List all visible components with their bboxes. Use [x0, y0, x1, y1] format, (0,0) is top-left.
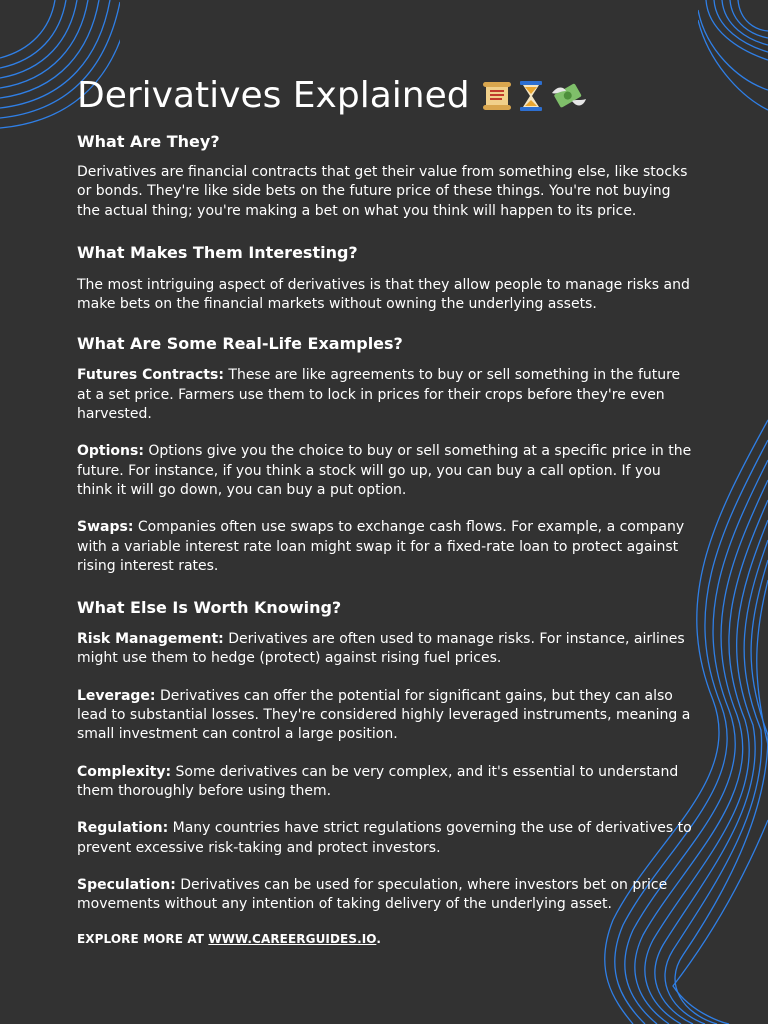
footer-website-link[interactable]: WWW.CAREERGUIDES.IO — [208, 932, 377, 947]
paragraph-what-makes-them-interesting: The most intriguing aspect of derivatives is that they allow people to manage risks and make bets on the financial markets without owning the underlying assets. — [77, 276, 690, 313]
heading-worth-knowing: What Else Is Worth Knowing? — [77, 598, 342, 618]
heading-what-makes-them-interesting: What Makes Them Interesting? — [77, 242, 358, 262]
scroll-icon — [480, 79, 514, 113]
item-leverage — [77, 687, 692, 745]
term-futures-contracts: Futures Contracts: — [77, 367, 224, 384]
item-regulation — [77, 819, 692, 858]
item-speculation — [77, 876, 692, 915]
wavy-lines-top-right-decoration — [698, 0, 768, 120]
money-with-wings-icon — [548, 79, 588, 113]
item-complexity — [77, 763, 692, 802]
term-regulation: Regulation: — [77, 820, 169, 837]
text-regulation: Many countries have strict regulations governing the use of derivatives to prevent excessive risk-taking and protect investors. — [77, 820, 692, 856]
title-emoji-group — [480, 79, 588, 113]
example-options — [77, 442, 692, 500]
footer-suffix: . — [376, 932, 382, 947]
page-title-text: Derivatives Explained — [77, 75, 470, 116]
term-swaps: Swaps: — [77, 519, 134, 536]
footer-prefix: EXPLORE MORE AT — [77, 932, 209, 947]
paragraph-what-are-they: Derivatives are financial contracts that get their value from something else, like stocks or bonds. They're like side bets on the future price of these things. You're not buying the actual thing; you're making a bet on what you think will happen to its price. — [77, 164, 688, 219]
item-risk-management — [77, 630, 692, 669]
example-swaps — [77, 518, 692, 576]
term-options: Options: — [77, 443, 144, 460]
document-content — [77, 74, 692, 947]
page-title — [77, 74, 692, 118]
term-leverage: Leverage: — [77, 687, 156, 704]
hourglass-icon — [518, 79, 544, 113]
term-complexity: Complexity: — [77, 763, 172, 780]
example-futures-contracts — [77, 366, 692, 424]
term-risk-management: Risk Management: — [77, 631, 224, 648]
text-risk-management: Derivatives are often used to manage risks. For instance, airlines might use them to hedge (protect) against rising fuel prices. — [77, 631, 685, 667]
footer-explore-more — [77, 931, 692, 947]
text-complexity: Some derivatives can be very complex, and it's essential to understand them thoroughly before using them. — [77, 763, 679, 799]
text-swaps: Companies often use swaps to exchange cash flows. For example, a company with a variable interest rate loan might swap it for a fixed-rate loan to protect against rising interest rates. — [77, 519, 685, 574]
term-speculation: Speculation: — [77, 876, 176, 893]
text-speculation: Derivatives can be used for speculation, where investors bet on price movements without any intention of taking delivery of the underlying asset. — [77, 876, 668, 913]
heading-real-life-examples: What Are Some Real-Life Examples? — [77, 334, 403, 354]
text-leverage: Derivatives can offer the potential for significant gains, but they can also lead to substantial losses. They're considered highly leveraged instruments, meaning a small investment can control a large position. — [77, 687, 691, 743]
heading-what-are-they: What Are They? — [77, 132, 220, 151]
text-futures-contracts: These are like agreements to buy or sell something in the future at a set price. Farmers use them to lock in prices for their crops before they're even harvested. — [77, 367, 681, 423]
text-options: Options give you the choice to buy or sell something at a specific price in the future. For instance, if you think a stock will go up, you can buy a call option. If you think it will go down, you can buy a put option. — [77, 443, 692, 498]
